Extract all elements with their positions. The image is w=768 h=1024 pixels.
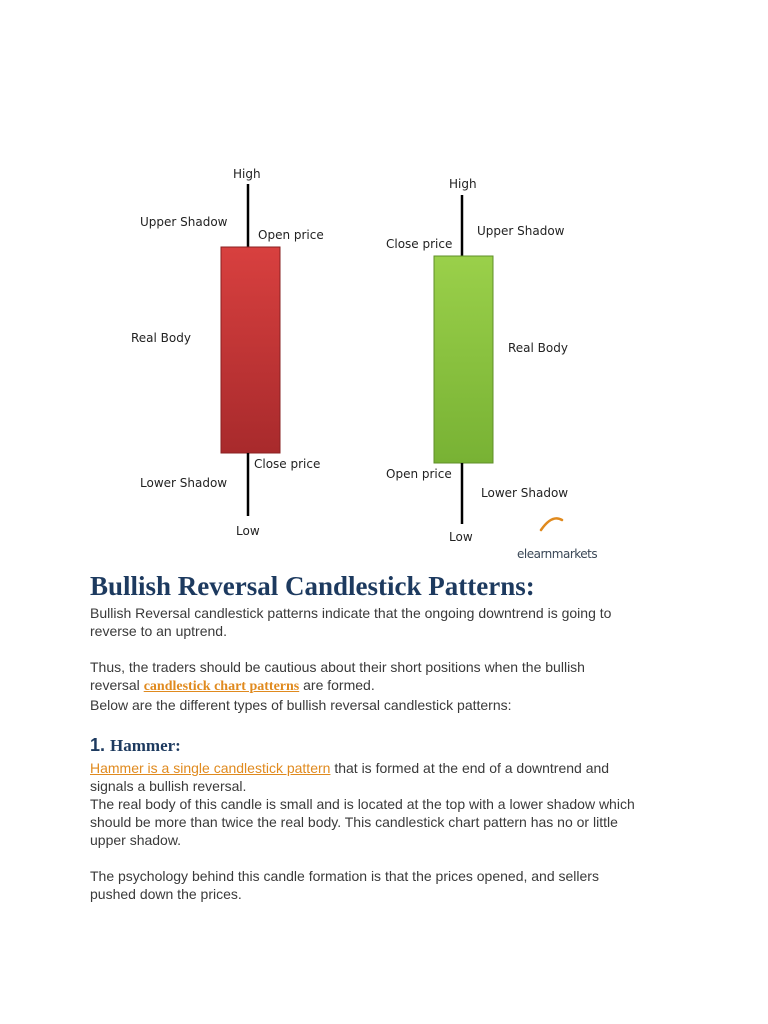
caution-line-2-after: are formed. [299, 677, 375, 693]
bullish-open-price-label: Open price [386, 467, 452, 481]
bearish-real-body [221, 247, 280, 453]
section-number: 1. [90, 735, 106, 755]
bullish-lower-shadow-label: Lower Shadow [481, 486, 569, 500]
intro-line-1: Bullish Reversal candlestick patterns indicate that the ongoing downtrend is going to [90, 605, 612, 621]
hammer-psychology-line-2: pushed down the prices. [90, 886, 242, 902]
bearish-lower-shadow-label: Lower Shadow [140, 476, 228, 490]
candlestick-chart-patterns-link[interactable]: candlestick chart patterns [143, 679, 300, 694]
bearish-real-body-label: Real Body [131, 331, 191, 345]
bearish-close-price-label: Close price [254, 457, 321, 471]
hammer-line-1-after: that is formed at the end of a downtrend and [330, 760, 610, 776]
section-hammer-heading [90, 734, 690, 757]
logo-swoosh-icon [541, 518, 562, 530]
intro-paragraph [90, 604, 690, 640]
bullish-close-price-label: Close price [386, 237, 453, 251]
hammer-pattern-link[interactable]: Hammer is a single candlestick pattern [90, 760, 331, 776]
bullish-high-label: High [449, 177, 477, 191]
hammer-definition-paragraph [90, 759, 690, 795]
hammer-body-paragraph [90, 795, 690, 849]
bearish-high-label: High [233, 167, 261, 181]
svg-text:elearnmarkets [517, 547, 597, 561]
hammer-psychology-line-1: The psychology behind this candle formation is that the prices opened, and sellers [90, 868, 599, 884]
hammer-body-line-2: should be more than twice the real body. This candlestick chart pattern has no or little [90, 814, 618, 830]
caution-line-2-before: reversal [90, 677, 144, 693]
types-intro-paragraph: Below are the different types of bullish reversal candlestick patterns: [90, 697, 512, 713]
intro-line-2: reverse to an uptrend. [90, 623, 227, 639]
article-title: Bullish Reversal Candlestick Patterns: [90, 571, 535, 601]
hammer-body-line-3: upper shadow. [90, 832, 182, 848]
bearish-low-label: Low [236, 524, 260, 538]
bullish-upper-shadow-label: Upper Shadow [477, 224, 565, 238]
bullish-real-body-label: Real Body [508, 341, 568, 355]
caution-paragraph [90, 658, 690, 696]
hammer-line-2: signals a bullish reversal. [90, 778, 247, 794]
bullish-candle [386, 177, 568, 544]
bullish-low-label: Low [449, 530, 473, 544]
logo-text-markets: markets [551, 547, 598, 561]
bullish-real-body [434, 256, 493, 463]
section-title: Hammer: [110, 736, 181, 755]
hammer-psychology-paragraph [90, 867, 690, 903]
caution-line-1: Thus, the traders should be cautious about their short positions when the bullish [90, 659, 585, 675]
article [90, 568, 690, 903]
bearish-open-price-label: Open price [258, 228, 324, 242]
elearnmarkets-logo [517, 518, 597, 561]
bearish-candle [131, 167, 324, 538]
logo-text-elearn: elearn [517, 547, 552, 561]
bearish-upper-shadow-label: Upper Shadow [140, 215, 228, 229]
hammer-body-line-1: The real body of this candle is small and is located at the top with a lower shadow which [90, 796, 635, 812]
